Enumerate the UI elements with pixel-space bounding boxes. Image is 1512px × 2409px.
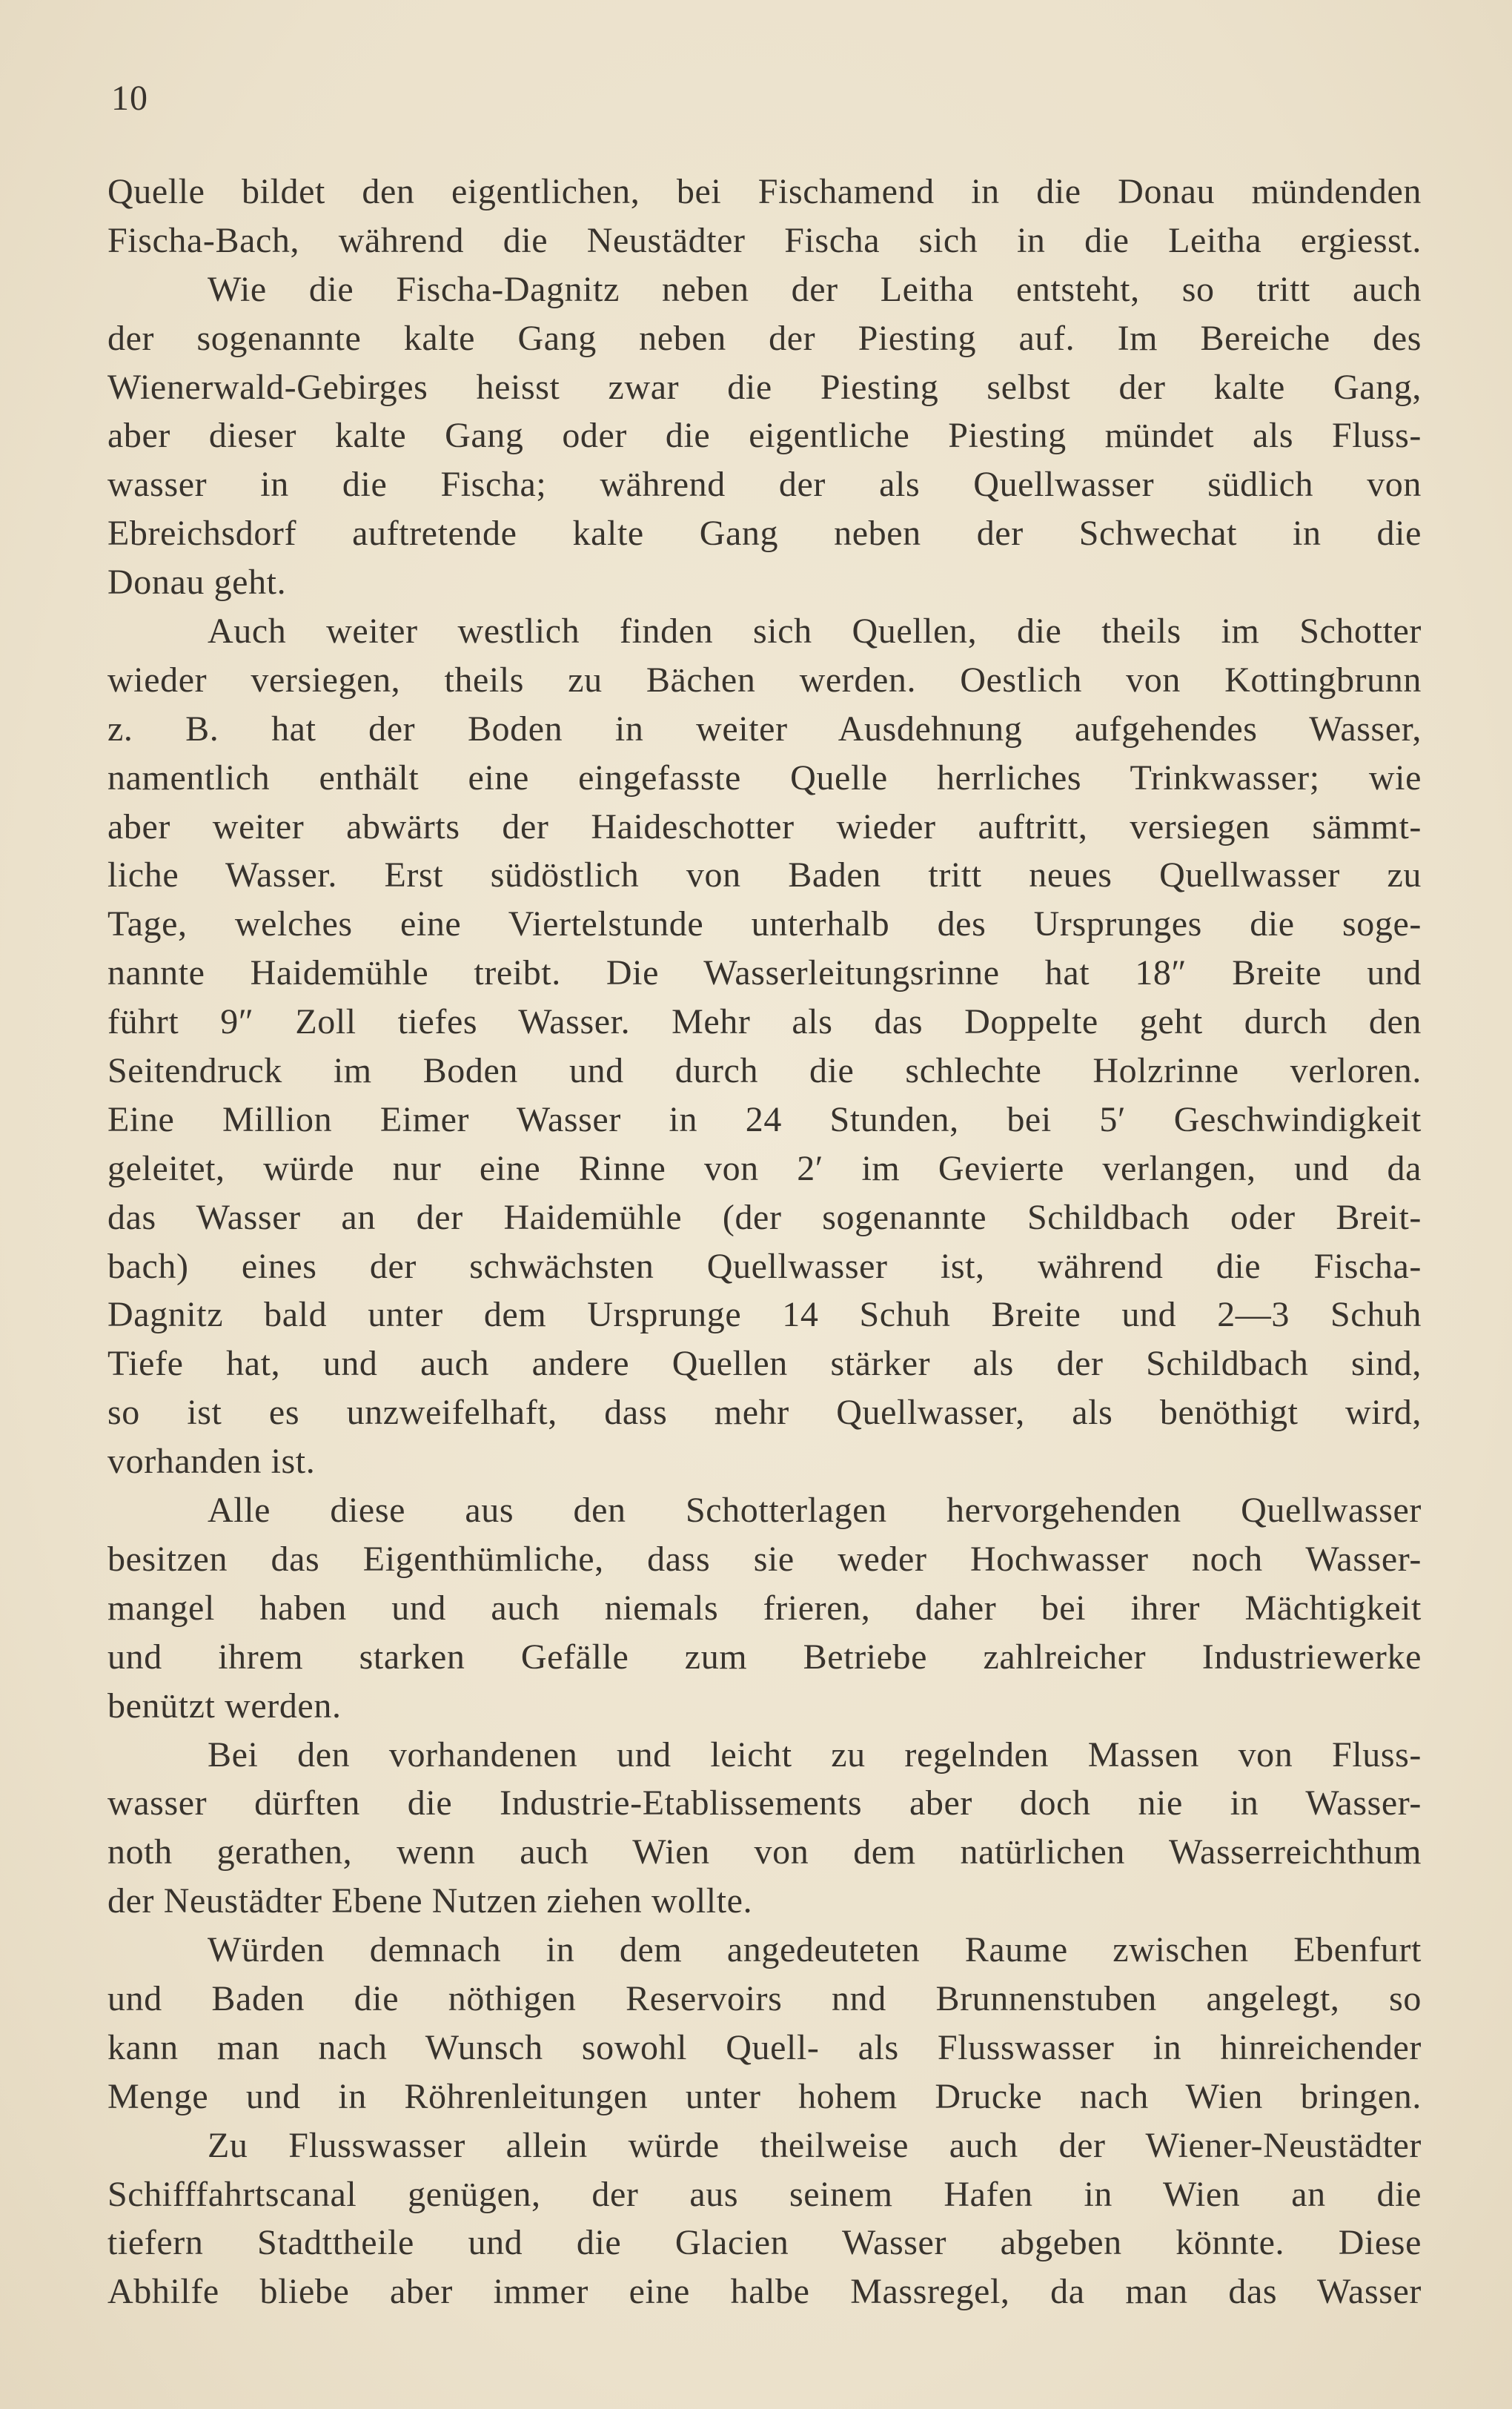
text-line: Tage, welches eine Viertelstunde unterhalb des Ursprunges die soge- [107, 904, 1422, 944]
text-line: wasser in die Fischa; während der als Quellwasser südlich von [107, 465, 1422, 505]
text-line: nannte Haidemühle treibt. Die Wasserleitungsrinne hat 18″ Breite und [107, 953, 1422, 993]
text-line: Dagnitz bald unter dem Ursprunge 14 Schuh Breite und 2—3 Schuh [107, 1295, 1422, 1335]
text-line: Würden demnach in dem angedeuteten Raume zwischen Ebenfurt [208, 1930, 1422, 1970]
text-line: liche Wasser. Erst südöstlich von Baden tritt neues Quellwasser zu [107, 855, 1422, 895]
text-line: tiefern Stadttheile und die Glacien Wasser abgeben könnte. Diese [107, 2223, 1422, 2263]
text-line: Tiefe hat, und auch andere Quellen stärker als der Schildbach sind, [107, 1344, 1422, 1384]
text-line: das Wasser an der Haidemühle (der sogenannte Schildbach oder Breit- [107, 1197, 1422, 1237]
text-line: mangel haben und auch niemals frieren, daher bei ihrer Mächtigkeit [107, 1588, 1422, 1628]
text-line: benützt werden. [107, 1686, 342, 1726]
text-line: bach) eines der schwächsten Quellwasser ist, während die Fischa- [107, 1246, 1422, 1286]
paragraph [107, 1486, 1422, 1730]
text-line: namentlich enthält eine eingefasste Quelle herrliches Trinkwasser; wie [107, 758, 1422, 798]
text-line: Abhilfe bliebe aber immer eine halbe Massregel, da man das Wasser [107, 2272, 1422, 2312]
text-line: Donau geht. [107, 563, 287, 603]
text-line: Seitendruck im Boden und durch die schlechte Holzrinne verloren. [107, 1051, 1422, 1091]
paragraph [107, 265, 1422, 607]
text-line: wasser dürften die Industrie-Etablissements aber doch nie in Wasser- [107, 1783, 1422, 1823]
text-line: kann man nach Wunsch sowohl Quell- als Flusswasser in hinreichender [107, 2027, 1422, 2067]
text-line: besitzen das Eigenthümliche, dass sie weder Hochwasser noch Wasser- [107, 1539, 1422, 1579]
paragraph [107, 1926, 1422, 2121]
text-line: Wie die Fischa-Dagnitz neben der Leitha entsteht, so tritt auch [208, 269, 1422, 309]
text-line: Ebreichsdorf auftretende kalte Gang neben der Schwechat in die [107, 514, 1422, 554]
text-line: und ihrem starken Gefälle zum Betriebe zahlreicher Industriewerke [107, 1637, 1422, 1677]
paragraph [107, 1731, 1422, 1926]
text-line: führt 9″ Zoll tiefes Wasser. Mehr als das Doppelte geht durch den [107, 1002, 1422, 1042]
text-line: Bei den vorhandenen und leicht zu regelnden Massen von Fluss- [208, 1734, 1422, 1775]
text-line: so ist es unzweifelhaft, dass mehr Quellwasser, als benöthigt wird, [107, 1393, 1422, 1433]
page-number: 10 [111, 79, 148, 118]
text-line: noth gerathen, wenn auch Wien von dem natürlichen Wasserreichthum [107, 1832, 1422, 1872]
text-line: Fischa-Bach, während die Neustädter Fischa sich in die Leitha ergiesst. [107, 220, 1422, 260]
text-line: aber dieser kalte Gang oder die eigentliche Piesting mündet als Fluss- [107, 416, 1422, 456]
text-line: Menge und in Röhrenleitungen unter hohem Drucke nach Wien bringen. [107, 2076, 1422, 2116]
text-line: wieder versiegen, theils zu Bächen werden. Oestlich von Kottingbrunn [107, 660, 1422, 700]
text-line: Wienerwald-Gebirges heisst zwar die Piesting selbst der kalte Gang, [107, 367, 1422, 407]
text-line: Schifffahrtscanal genügen, der aus seinem Hafen in Wien an die [107, 2174, 1422, 2214]
text-line: und Baden die nöthigen Reservoirs nnd Brunnenstuben angelegt, so [107, 1978, 1422, 2018]
text-line: Auch weiter westlich finden sich Quellen, die theils im Schotter [208, 612, 1422, 652]
text-line: vorhanden ist. [107, 1442, 316, 1482]
text-line: Quelle bildet den eigentlichen, bei Fischamend in die Donau mündenden [107, 172, 1422, 211]
body-text [107, 168, 1422, 2316]
text-line: geleitet, würde nur eine Rinne von 2′ im Gevierte verlangen, und da [107, 1148, 1422, 1188]
paragraph [107, 168, 1422, 265]
text-line: der sogenannte kalte Gang neben der Piesting auf. Im Bereiche des [107, 318, 1422, 358]
paragraph [107, 607, 1422, 1486]
text-line: Zu Flusswasser allein würde theilweise auch der Wiener-Neustädter [208, 2125, 1422, 2165]
text-line: Eine Million Eimer Wasser in 24 Stunden, bei 5′ Geschwindigkeit [107, 1099, 1422, 1139]
text-line: z. B. hat der Boden in weiter Ausdehnung aufgehendes Wasser, [107, 709, 1422, 749]
text-line: aber weiter abwärts der Haideschotter wieder auftritt, versiegen sämmt- [107, 806, 1422, 846]
text-line: der Neustädter Ebene Nutzen ziehen wollte. [107, 1881, 753, 1921]
text-line: Alle diese aus den Schotterlagen hervorgehenden Quellwasser [208, 1491, 1422, 1531]
paragraph [107, 2121, 1422, 2317]
